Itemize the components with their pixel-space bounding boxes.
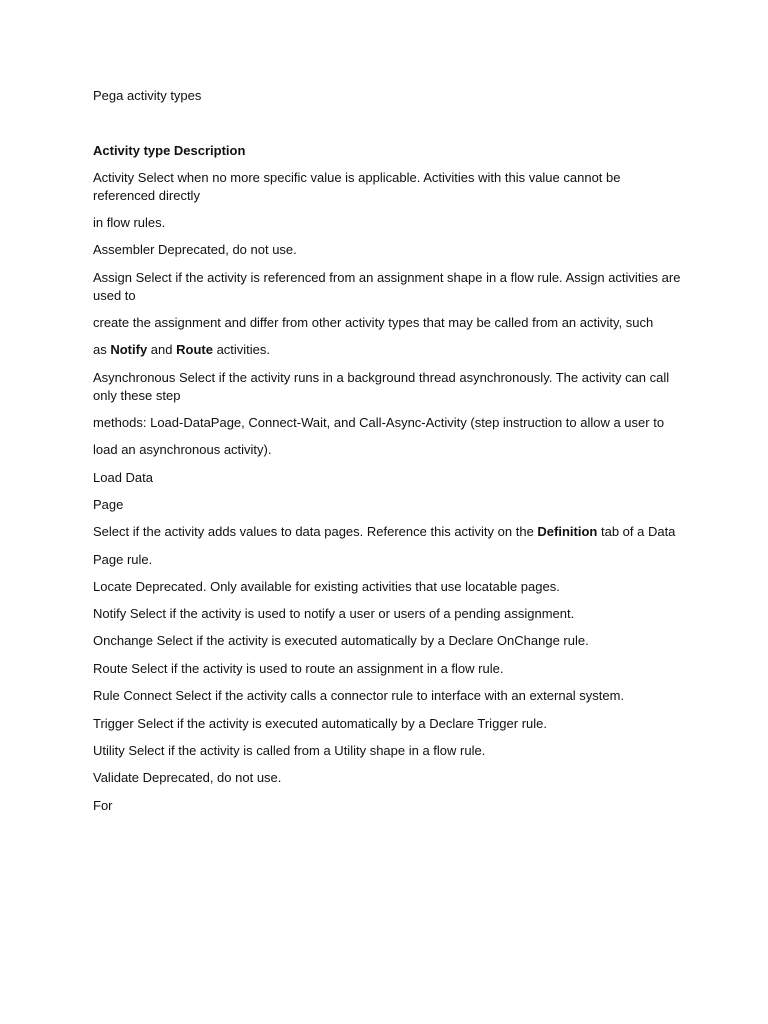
- row-load-data-desc: [93, 523, 683, 541]
- load-data-desc-pre: Select if the activity adds values to data pages. Reference this activity on the: [93, 524, 538, 539]
- row-asynchronous: Asynchronous Select if the activity runs in a background thread asynchronously. The activity can call only these step: [93, 370, 670, 403]
- row-assembler: Assembler Deprecated, do not use.: [93, 242, 297, 257]
- row-locate: Locate Deprecated. Only available for existing activities that use locatable pages.: [93, 579, 560, 594]
- row-assign-cont: create the assignment and differ from other activity types that may be called from an activity, such: [93, 315, 654, 330]
- row-validate: Validate Deprecated, do not use.: [93, 770, 282, 785]
- row-assign: Assign Select if the activity is referenced from an assignment shape in a flow rule. Assign activities are used to: [93, 270, 681, 303]
- load-data-desc-post: tab of a Data: [597, 524, 676, 539]
- row-trigger: Trigger Select if the activity is executed automatically by a Declare Trigger rule.: [93, 716, 547, 731]
- row-assign-cont2: [93, 341, 683, 359]
- row-onchange: Onchange Select if the activity is executed automatically by a Declare OnChange rule.: [93, 633, 589, 648]
- row-for: For: [93, 798, 113, 813]
- row-notify: Notify Select if the activity is used to notify a user or users of a pending assignment.: [93, 606, 575, 621]
- row-page: Page: [93, 497, 124, 512]
- table-header: Activity type Description: [93, 143, 246, 158]
- notify-term: Notify: [110, 342, 148, 357]
- text-activities: activities.: [212, 342, 271, 357]
- row-asynchronous-cont2: load an asynchronous activity).: [93, 442, 272, 457]
- row-load-data: Load Data: [93, 470, 153, 485]
- route-term: Route: [176, 342, 213, 357]
- definition-term: Definition: [537, 524, 598, 539]
- row-rule-connect: Rule Connect Select if the activity calls a connector rule to interface with an external system.: [93, 688, 625, 703]
- row-asynchronous-cont: methods: Load-DataPage, Connect-Wait, and Call-Async-Activity (step instruction to allow a user to: [93, 415, 665, 430]
- row-activity-cont: in flow rules.: [93, 215, 166, 230]
- row-route: Route Select if the activity is used to route an assignment in a flow rule.: [93, 661, 504, 676]
- text-as: as: [93, 342, 111, 357]
- text-and: and: [147, 342, 177, 357]
- row-activity: Activity Select when no more specific value is applicable. Activities with this value cannot be referenced directly: [93, 170, 621, 203]
- document-title: Pega activity types: [93, 88, 202, 103]
- row-load-data-desc-cont: Page rule.: [93, 552, 153, 567]
- row-utility: Utility Select if the activity is called from a Utility shape in a flow rule.: [93, 743, 486, 758]
